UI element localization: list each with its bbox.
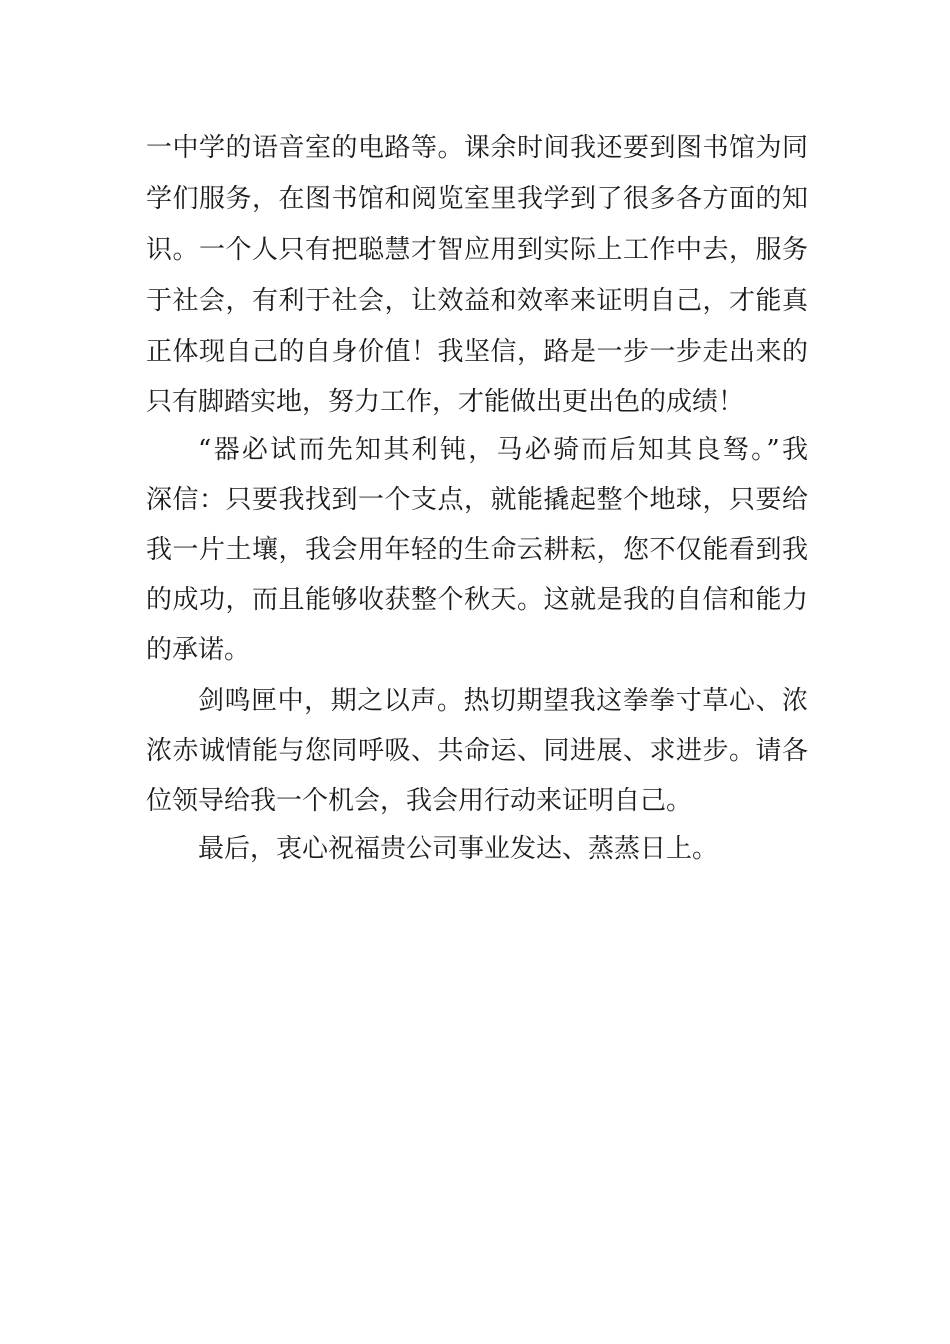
text-line: 于社会，有利于社会，让效益和效率来证明自己，才能真 bbox=[146, 286, 808, 316]
text-line: 最后，衷心祝福贵公司事业发达、蒸蒸日上。 bbox=[198, 834, 719, 864]
text-line: “器必试而先知其利钝，马必骑而后知其良驽。”我 bbox=[198, 435, 808, 465]
text-line: 剑鸣匣中，期之以声。热切期望我这拳拳寸草心、浓 bbox=[198, 686, 808, 716]
text-line: 的成功，而且能够收获整个秋天。这就是我的自信和能力 bbox=[146, 585, 808, 615]
text-line: 位领导给我一个机会，我会用行动来证明自己。 bbox=[146, 786, 693, 816]
text-line: 深信：只要我找到一个支点，就能撬起整个地球，只要给 bbox=[146, 485, 808, 515]
text-line: 只有脚踏实地，努力工作，才能做出更出色的成绩！ bbox=[146, 387, 745, 417]
text-line: 学们服务，在图书馆和阅览室里我学到了很多各方面的知 bbox=[146, 184, 808, 214]
text-line: 识。一个人只有把聪慧才智应用到实际上工作中去，服务 bbox=[146, 235, 808, 265]
text-line: 正体现自己的自身价值！我坚信，路是一步一步走出来的 bbox=[146, 337, 808, 367]
text-line: 一中学的语音室的电路等。课余时间我还要到图书馆为同 bbox=[146, 133, 808, 163]
text-line: 我一片土壤，我会用年轻的生命云耕耘，您不仅能看到我 bbox=[146, 535, 808, 565]
text-line: 的承诺。 bbox=[146, 635, 251, 665]
text-line: 浓赤诚情能与您同呼吸、共命运、同进展、求进步。请各 bbox=[146, 736, 808, 766]
